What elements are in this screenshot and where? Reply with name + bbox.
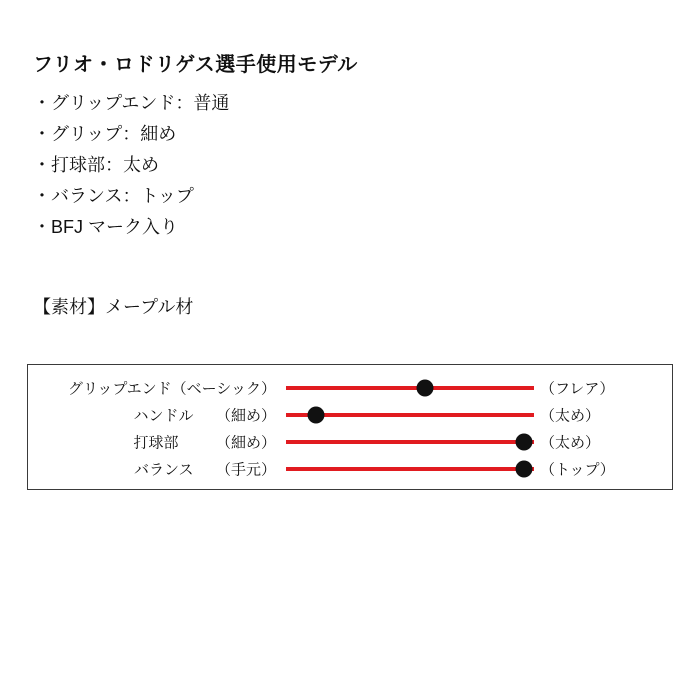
- row-label-right: （太め）: [540, 407, 601, 424]
- list-item: ・バランス：トップ: [33, 186, 194, 206]
- row-label-left: バランス （手元）: [133, 461, 276, 478]
- row-track: [286, 386, 534, 390]
- row-label-left-wrap: [28, 428, 276, 455]
- table-row: [28, 455, 672, 482]
- table-row: [28, 428, 672, 455]
- row-label-left: グリップエンド（ベーシック）: [67, 380, 276, 397]
- row-track-area: [286, 401, 534, 428]
- row-label-left-wrap: [28, 374, 276, 401]
- chart-rows: [28, 374, 672, 482]
- row-marker: [416, 379, 433, 396]
- row-label-right: （トップ）: [540, 461, 615, 478]
- row-track: [286, 467, 534, 471]
- page-title: フリオ・ロドリゲス選手使用モデル: [33, 54, 358, 76]
- list-item: ・グリップ：細め: [33, 124, 177, 144]
- row-label-right: （太め）: [540, 434, 601, 451]
- material-text: 【素材】メープル材: [33, 297, 194, 317]
- spec-chart: [27, 364, 673, 490]
- table-row: [28, 374, 672, 401]
- table-row: [28, 401, 672, 428]
- row-track-area: [286, 455, 534, 482]
- row-track: [286, 440, 534, 444]
- row-label-left-wrap: [28, 455, 276, 482]
- row-track-area: [286, 374, 534, 401]
- list-item: ・グリップエンド：普通: [33, 93, 230, 113]
- row-marker: [516, 460, 533, 477]
- row-label-left-wrap: [28, 401, 276, 428]
- row-marker: [307, 406, 324, 423]
- spec-list: [33, 88, 533, 243]
- list-item: ・打球部：太め: [33, 155, 159, 175]
- row-track-area: [286, 428, 534, 455]
- row-label-left: 打球部 （細め）: [133, 434, 276, 451]
- list-item: ・BFJ マーク入り: [33, 217, 179, 237]
- row-marker: [516, 433, 533, 450]
- row-label-left: ハンドル （細め）: [133, 407, 276, 424]
- row-label-right: （フレア）: [540, 380, 615, 397]
